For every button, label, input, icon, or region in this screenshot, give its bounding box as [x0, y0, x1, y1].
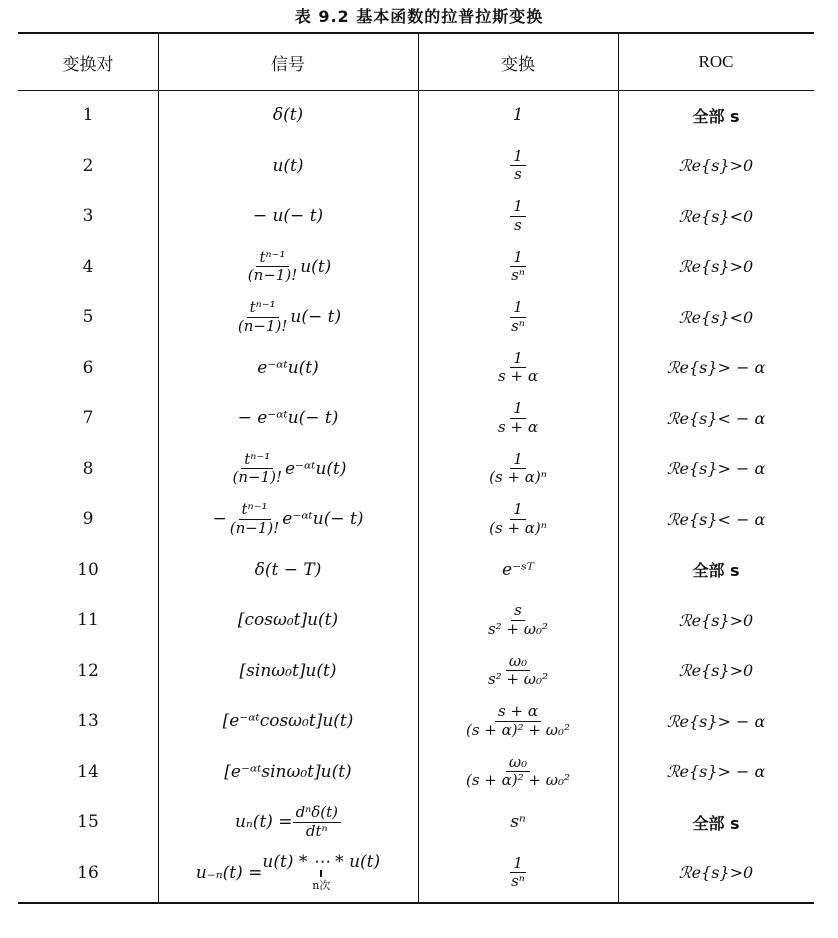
transform-fraction-numerator: 1 — [510, 351, 526, 369]
transform-fraction-numerator: 1 — [510, 452, 526, 470]
signal-cell — [158, 191, 418, 242]
signal-fraction-denominator: (n−1)! — [232, 468, 282, 487]
roc-cell — [618, 646, 814, 697]
signal-expr: [sinω₀t]u(t) — [239, 660, 337, 681]
transform-fraction-numerator: 1 — [510, 856, 526, 874]
roc-all-s: 全部 s — [692, 813, 740, 833]
transform-fraction-denominator: s + α — [498, 367, 538, 386]
header-transform: 变换 — [501, 54, 535, 75]
roc-cell — [618, 343, 814, 394]
transform-fraction — [463, 752, 573, 790]
signal-prefix: u₋ₙ(t) = — [195, 862, 263, 883]
transform-fraction-numerator: 1 — [510, 149, 526, 167]
signal-cell — [158, 292, 418, 343]
transform-cell — [418, 797, 618, 848]
signal-expr: [e⁻ᵅᵗsinω₀t]u(t) — [224, 761, 352, 782]
roc-cell — [618, 141, 814, 192]
signal-cell — [158, 797, 418, 848]
transform-cell — [418, 595, 618, 646]
transform-fraction-denominator: (s + α)ⁿ — [489, 468, 547, 487]
transform-cell — [418, 292, 618, 343]
transform-cell — [418, 545, 618, 596]
transform-expr: 1 — [512, 105, 524, 126]
table-row — [18, 646, 814, 697]
roc-cell — [618, 747, 814, 798]
transform-cell — [418, 646, 618, 697]
signal-cell — [158, 242, 418, 293]
roc-cell — [618, 191, 814, 242]
transform-cell — [418, 242, 618, 293]
transform-fraction-denominator: s + α — [498, 417, 538, 436]
table-title: 表 9.2 基本函数的拉普拉斯变换 — [294, 7, 544, 26]
roc-expr: ℛe{s}< − α — [666, 408, 766, 428]
table-row — [18, 343, 814, 394]
signal-cell — [158, 393, 418, 444]
pair-number: 9 — [82, 509, 94, 530]
transform-fraction — [463, 704, 573, 739]
roc-expr: ℛe{s}> − α — [666, 358, 766, 378]
bottom-rule — [18, 902, 814, 904]
table-row — [18, 292, 814, 343]
signal-fraction — [293, 805, 341, 840]
transform-fraction — [510, 146, 526, 184]
roc-cell — [618, 595, 814, 646]
table-row — [18, 191, 814, 242]
transform-fraction — [486, 449, 550, 487]
table-header — [18, 34, 814, 91]
transform-cell — [418, 90, 618, 141]
transform-cell — [418, 393, 618, 444]
signal-cell — [158, 696, 418, 747]
signal-tail: e⁻ᵅᵗu(− t) — [282, 509, 364, 530]
transform-cell — [418, 191, 618, 242]
transform-fraction-denominator: (s + α)² + ω₀² — [465, 720, 570, 739]
table-row — [18, 90, 814, 141]
transform-fraction — [508, 853, 528, 891]
signal-cell — [158, 545, 418, 596]
roc-cell — [618, 696, 814, 747]
signal-fraction-numerator: tⁿ⁻¹ — [241, 452, 273, 470]
signal-expr: e⁻ᵅᵗu(t) — [257, 357, 319, 378]
table-row — [18, 848, 814, 899]
signal-expr: − u(− t) — [252, 206, 324, 227]
signal-tail: u(− t) — [290, 307, 342, 328]
roc-all-s: 全部 s — [692, 106, 740, 126]
transform-fraction — [485, 603, 551, 638]
roc-cell — [618, 90, 814, 141]
signal-fraction-denominator: dtⁿ — [305, 821, 328, 840]
signal-fraction — [245, 247, 301, 285]
roc-expr: ℛe{s}< − α — [666, 509, 766, 529]
roc-expr: ℛe{s}> − α — [666, 459, 766, 479]
transform-fraction-numerator: 1 — [510, 300, 526, 318]
transform-fraction — [485, 651, 551, 689]
table-row — [18, 393, 814, 444]
transform-cell — [418, 747, 618, 798]
signal-tail: e⁻ᵅᵗu(t) — [285, 458, 347, 479]
transform-fraction-denominator: sⁿ — [511, 872, 525, 891]
roc-expr: ℛe{s}<0 — [678, 206, 754, 226]
roc-expr: ℛe{s}<0 — [678, 307, 754, 327]
transform-fraction-numerator: s — [511, 603, 525, 621]
roc-expr: ℛe{s}>0 — [678, 610, 754, 630]
signal-cell — [158, 646, 418, 697]
transform-fraction-denominator: s — [514, 165, 522, 184]
signal-fraction-numerator: tⁿ⁻¹ — [239, 502, 271, 520]
pair-number: 15 — [77, 812, 99, 833]
transform-fraction-numerator: 1 — [510, 199, 526, 217]
signal-fraction — [227, 502, 283, 537]
table-row — [18, 444, 814, 495]
pair-number: 4 — [82, 256, 94, 277]
transform-cell — [418, 444, 618, 495]
signal-underbrace — [262, 852, 380, 893]
signal-cell — [158, 444, 418, 495]
transform-fraction-numerator: 1 — [510, 250, 526, 268]
signal-fraction-numerator: dⁿδ(t) — [293, 805, 341, 823]
roc-all-s: 全部 s — [692, 561, 740, 581]
transform-fraction — [508, 247, 528, 285]
roc-cell — [618, 242, 814, 293]
signal-fraction-denominator: (n−1)! — [247, 266, 298, 285]
signal-expr: δ(t) — [272, 105, 304, 126]
transform-fraction-denominator: sⁿ — [511, 316, 525, 335]
header-roc: ROC — [698, 52, 734, 71]
roc-expr: ℛe{s}>0 — [678, 257, 754, 277]
table-row — [18, 797, 814, 848]
underbrace-expr: u(t) * ⋯ * u(t) — [262, 852, 381, 873]
signal-fraction — [235, 300, 291, 335]
transform-cell — [418, 696, 618, 747]
underbrace-label: n次 — [312, 879, 331, 893]
transform-fraction-denominator: sⁿ — [511, 266, 525, 285]
signal-cell — [158, 141, 418, 192]
transform-cell — [418, 494, 618, 545]
roc-cell — [618, 444, 814, 495]
signal-cell — [158, 494, 418, 545]
transform-expr: e⁻ˢᵀ — [502, 559, 534, 580]
header-pair: 变换对 — [62, 54, 114, 75]
signal-cell — [158, 595, 418, 646]
roc-cell — [618, 393, 814, 444]
transform-fraction-numerator: ω₀ — [506, 654, 530, 672]
roc-cell — [618, 797, 814, 848]
signal-expr: u(t) — [272, 155, 304, 176]
transform-cell — [418, 141, 618, 192]
table-row — [18, 242, 814, 293]
signal-prefix: uₙ(t) = — [234, 812, 293, 833]
header-signal: 信号 — [271, 54, 305, 75]
underbrace-line — [320, 870, 322, 877]
pair-number: 1 — [82, 105, 94, 126]
transform-fraction-denominator: (s + α)² + ω₀² — [465, 771, 570, 790]
roc-cell — [618, 848, 814, 899]
transform-fraction — [495, 348, 541, 386]
pair-number: 3 — [82, 206, 94, 227]
signal-cell — [158, 343, 418, 394]
transform-fraction-denominator: (s + α)ⁿ — [489, 518, 547, 537]
transform-fraction-numerator: ω₀ — [506, 755, 530, 773]
pair-number: 14 — [77, 761, 99, 782]
roc-expr: ℛe{s}>0 — [678, 863, 754, 883]
transform-fraction-denominator: s² + ω₀² — [487, 619, 549, 638]
transform-fraction-denominator: s — [514, 215, 522, 234]
signal-cell — [158, 90, 418, 141]
roc-cell — [618, 545, 814, 596]
pair-number: 11 — [77, 610, 99, 631]
pair-number: 6 — [82, 357, 94, 378]
signal-cell — [158, 848, 418, 899]
table-row — [18, 696, 814, 747]
pair-number: 12 — [77, 660, 99, 681]
table-row — [18, 494, 814, 545]
transform-fraction — [508, 300, 528, 335]
transform-fraction-denominator: s² + ω₀² — [487, 670, 549, 689]
pair-number: 5 — [82, 307, 94, 328]
pair-number: 7 — [82, 408, 94, 429]
signal-fraction — [229, 449, 285, 487]
pair-number: 8 — [82, 458, 94, 479]
pair-number: 16 — [77, 862, 99, 883]
signal-expr: [cosω₀t]u(t) — [237, 610, 339, 631]
table-row — [18, 141, 814, 192]
signal-fraction-numerator: tⁿ⁻¹ — [256, 250, 288, 268]
signal-expr: − e⁻ᵅᵗu(− t) — [237, 408, 339, 429]
transform-cell — [418, 848, 618, 899]
signal-prefix: − — [212, 509, 227, 530]
roc-expr: ℛe{s}>0 — [678, 156, 754, 176]
transform-fraction-numerator: 1 — [510, 502, 526, 520]
signal-fraction-denominator: (n−1)! — [237, 316, 288, 335]
transform-fraction-numerator: 1 — [510, 401, 526, 419]
roc-cell — [618, 494, 814, 545]
signal-tail: u(t) — [300, 256, 332, 277]
pair-number: 2 — [82, 155, 94, 176]
transform-fraction — [495, 401, 541, 436]
roc-expr: ℛe{s}>0 — [678, 661, 754, 681]
pair-number: 13 — [77, 711, 99, 732]
pair-number: 10 — [77, 559, 99, 580]
transform-fraction — [486, 502, 550, 537]
signal-cell — [158, 747, 418, 798]
transform-fraction — [510, 199, 526, 234]
signal-fraction-denominator: (n−1)! — [229, 518, 280, 537]
signal-expr: [e⁻ᵅᵗcosω₀t]u(t) — [222, 711, 354, 732]
table-row — [18, 747, 814, 798]
roc-expr: ℛe{s}> − α — [666, 762, 766, 782]
roc-cell — [618, 292, 814, 343]
table-row — [18, 595, 814, 646]
roc-expr: ℛe{s}> − α — [666, 711, 766, 731]
signal-expr: δ(t − T) — [254, 559, 322, 580]
transform-expr: sⁿ — [510, 812, 526, 833]
transform-fraction-numerator: s + α — [495, 704, 541, 722]
signal-fraction-numerator: tⁿ⁻¹ — [247, 300, 279, 318]
table-row — [18, 545, 814, 596]
transform-cell — [418, 343, 618, 394]
